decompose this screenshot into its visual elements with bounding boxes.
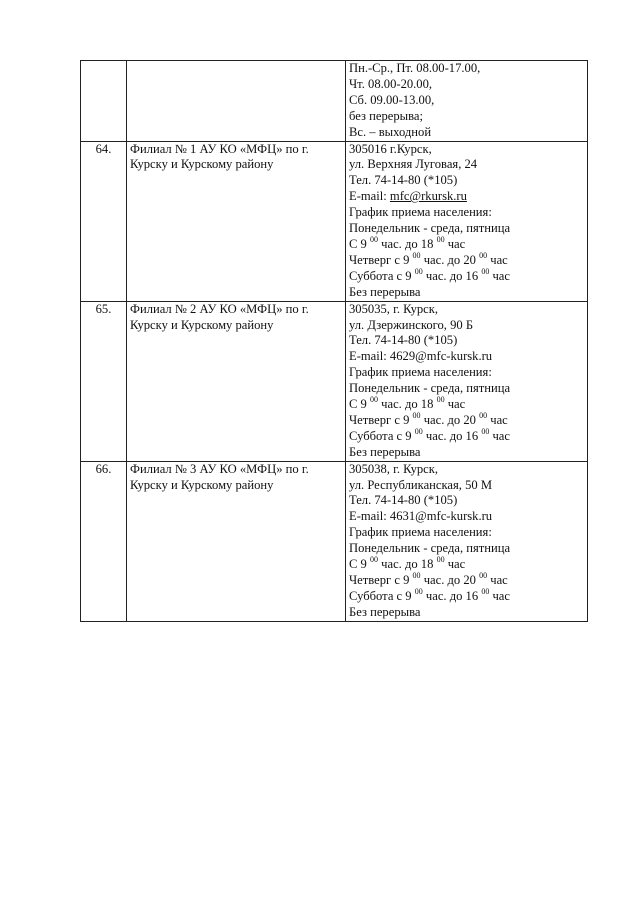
row-number-cell bbox=[81, 141, 127, 301]
phone: Тел. 74-14-80 (*105) bbox=[349, 493, 458, 508]
table-row bbox=[81, 61, 588, 142]
hours-weekdays: С 9 $^{00}$ час. до 18 $^{00}$ час bbox=[349, 554, 466, 572]
no-break: Без перерыва bbox=[349, 444, 421, 459]
schedule-days: Понедельник - среда, пятница bbox=[349, 541, 511, 556]
table-row bbox=[81, 301, 588, 461]
address-street: ул. Верхняя Луговая, 24 bbox=[349, 157, 478, 172]
row-number: 66. bbox=[95, 461, 112, 476]
email-line bbox=[349, 189, 584, 205]
address-city: 305035, г. Курск, bbox=[349, 301, 439, 316]
branch-name: Филиал № 3 АУ КО «МФЦ» по г. Курску и Курскому району bbox=[130, 461, 309, 492]
branch-info-cell bbox=[346, 61, 588, 142]
branch-info-cell bbox=[346, 461, 588, 621]
email-address[interactable]: 4629@mfc-kursk.ru bbox=[389, 349, 493, 364]
phone: Тел. 74-14-80 (*105) bbox=[349, 333, 458, 348]
table-row bbox=[81, 141, 588, 301]
branch-name: Филиал № 2 АУ КО «МФЦ» по г. Курску и Курскому району bbox=[130, 301, 309, 332]
branch-name-cell bbox=[127, 61, 346, 142]
email-label: E-mail: bbox=[349, 189, 390, 204]
schedule-line: Сб. 09.00-13.00, bbox=[349, 92, 435, 107]
hours-saturday: Суббота с 9 $^{00}$ час. до 16 $^{00}$ час bbox=[349, 266, 510, 283]
schedule-line: без перерыва; bbox=[349, 108, 423, 123]
schedule-line: Пн.-Ср., Пт. 08.00-17.00, bbox=[349, 61, 481, 75]
hours-weekdays: С 9 $^{00}$ час. до 18 $^{00}$ час bbox=[349, 394, 466, 412]
schedule-days: Понедельник - среда, пятница bbox=[349, 221, 511, 236]
row-number-cell bbox=[81, 461, 127, 621]
schedule-days: Понедельник - среда, пятница bbox=[349, 381, 511, 396]
schedule-title: График приема населения: bbox=[349, 205, 492, 220]
branch-name: Филиал № 1 АУ КО «МФЦ» по г. Курску и Курскому району bbox=[130, 141, 309, 172]
no-break: Без перерыва bbox=[349, 284, 421, 299]
no-break: Без перерыва bbox=[349, 604, 421, 619]
branch-name-cell bbox=[127, 461, 346, 621]
schedule-title: График приема населения: bbox=[349, 525, 492, 540]
email-line bbox=[349, 349, 584, 365]
address-city: 305016 г.Курск, bbox=[349, 141, 432, 156]
row-number-cell bbox=[81, 61, 127, 142]
email-link[interactable]: mfc@rkursk.ru bbox=[389, 189, 467, 204]
hours-thursday: Четверг с 9 $^{00}$ час. до 20 $^{00}$ час bbox=[349, 570, 508, 587]
hours-saturday: Суббота с 9 $^{00}$ час. до 16 $^{00}$ час bbox=[349, 586, 510, 603]
email-label: E-mail: bbox=[349, 349, 390, 364]
address-street: ул. Республиканская, 50 М bbox=[349, 477, 493, 492]
hours-weekdays: С 9 $^{00}$ час. до 18 $^{00}$ час bbox=[349, 234, 466, 251]
row-number: 65. bbox=[95, 301, 112, 316]
branch-info-cell bbox=[346, 141, 588, 301]
branch-info-cell bbox=[346, 301, 588, 461]
hours-saturday: Суббота с 9 $^{00}$ час. до 16 $^{00}$ час bbox=[349, 426, 510, 443]
branch-table bbox=[80, 60, 588, 622]
branch-name-cell bbox=[127, 141, 346, 301]
hours-thursday: Четверг с 9 $^{00}$ час. до 20 $^{00}$ час bbox=[349, 250, 508, 267]
email-label: E-mail: bbox=[349, 509, 390, 524]
address-street: ул. Дзержинского, 90 Б bbox=[349, 317, 474, 332]
hours-thursday: Четверг с 9 $^{00}$ час. до 20 $^{00}$ час bbox=[349, 410, 508, 427]
address-city: 305038, г. Курск, bbox=[349, 461, 439, 476]
schedule-line: Вс. – выходной bbox=[349, 124, 432, 139]
phone: Тел. 74-14-80 (*105) bbox=[349, 173, 458, 188]
schedule-title: График приема населения: bbox=[349, 365, 492, 380]
row-number: 64. bbox=[95, 141, 112, 156]
email-line bbox=[349, 509, 584, 525]
table-row bbox=[81, 461, 588, 621]
row-number-cell bbox=[81, 301, 127, 461]
email-address[interactable]: 4631@mfc-kursk.ru bbox=[389, 509, 493, 524]
schedule-line: Чт. 08.00-20.00, bbox=[349, 76, 433, 91]
branch-name-cell bbox=[127, 301, 346, 461]
